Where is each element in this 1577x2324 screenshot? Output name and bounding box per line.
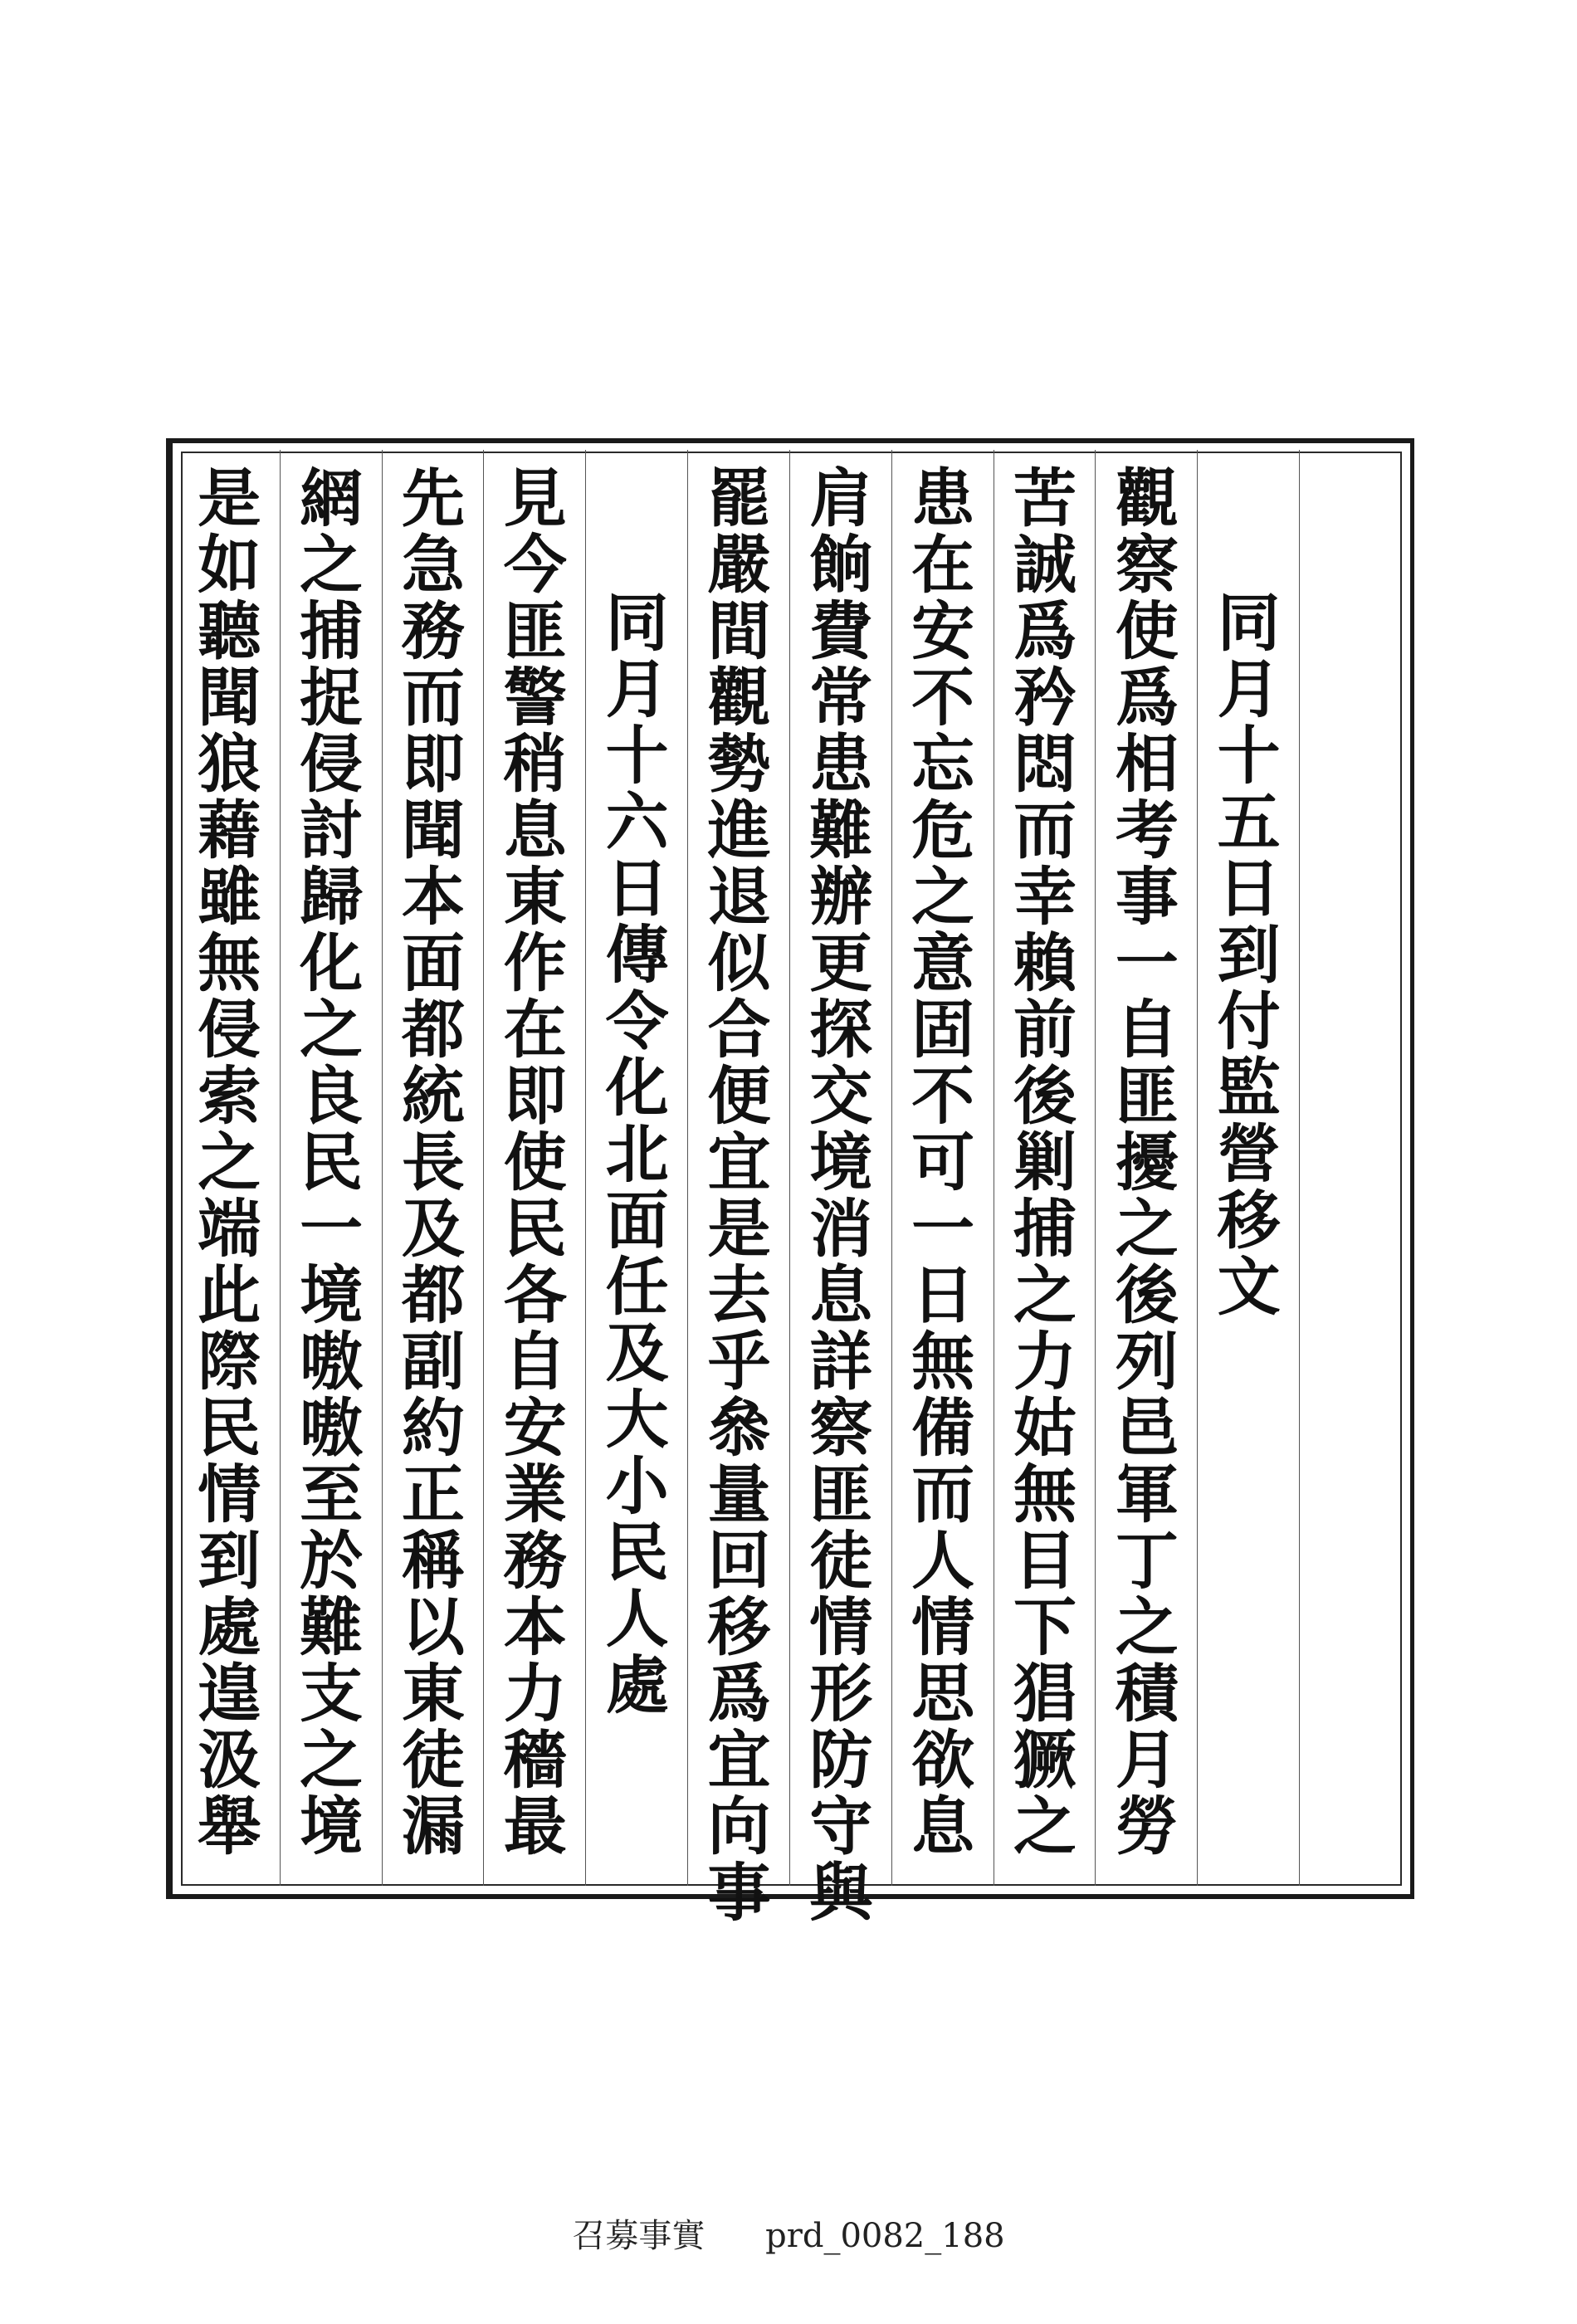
column-text-5: 患在安不忘危之意固不可一日無備而人情思欲息	[901, 465, 975, 1859]
text-column-8	[585, 450, 687, 1886]
text-column-5	[891, 450, 994, 1886]
column-text-12: 是如聽聞狼藉雖無侵索之端此際民情到處遑汲舉	[187, 465, 261, 1859]
footer-book-title: 召募事實	[572, 2217, 706, 2255]
column-text-2: 同月十五日到付監營移文	[1207, 589, 1282, 1320]
text-column-1	[1299, 450, 1401, 1886]
column-text-4: 苦誠爲矜悶而幸賴前後剿捕之力姑無目下猖獗之	[1003, 465, 1077, 1859]
text-column-9	[483, 450, 585, 1886]
text-column-10	[382, 450, 484, 1886]
text-columns	[178, 450, 1401, 1926]
text-column-7	[687, 450, 789, 1926]
text-column-3	[1095, 450, 1197, 1886]
column-text-8: 同月十六日傳令化北面任及大小民人處	[595, 589, 670, 1718]
text-column-4	[994, 450, 1096, 1886]
page-footer	[0, 2209, 1577, 2257]
column-text-7: 罷嚴間觀勢進退似合便宜是去乎叅量回移爲宜向事	[696, 465, 771, 1926]
column-text-6: 肩餉費常患難辦更探交境消息詳察匪徒情形防守與	[798, 465, 873, 1926]
text-column-11	[280, 450, 382, 1886]
column-text-3: 觀察使爲相考事一自匪擾之後列邑軍丁之積月勞	[1105, 465, 1179, 1859]
text-column-12	[178, 450, 280, 1886]
column-text-10: 先急務而即聞本面都統長及都副約正稱以東徒漏	[391, 465, 466, 1859]
footer-page-id: prd_0082_188	[765, 2217, 1005, 2255]
text-column-6	[789, 450, 891, 1926]
column-text-9: 見今匪警稍息東作在即使民各自安業務本力穡最	[493, 465, 568, 1859]
column-text-11: 網之捕捉侵討歸化之良民一境嗷嗷至於難支之境	[289, 465, 364, 1859]
text-column-2	[1197, 450, 1299, 1886]
